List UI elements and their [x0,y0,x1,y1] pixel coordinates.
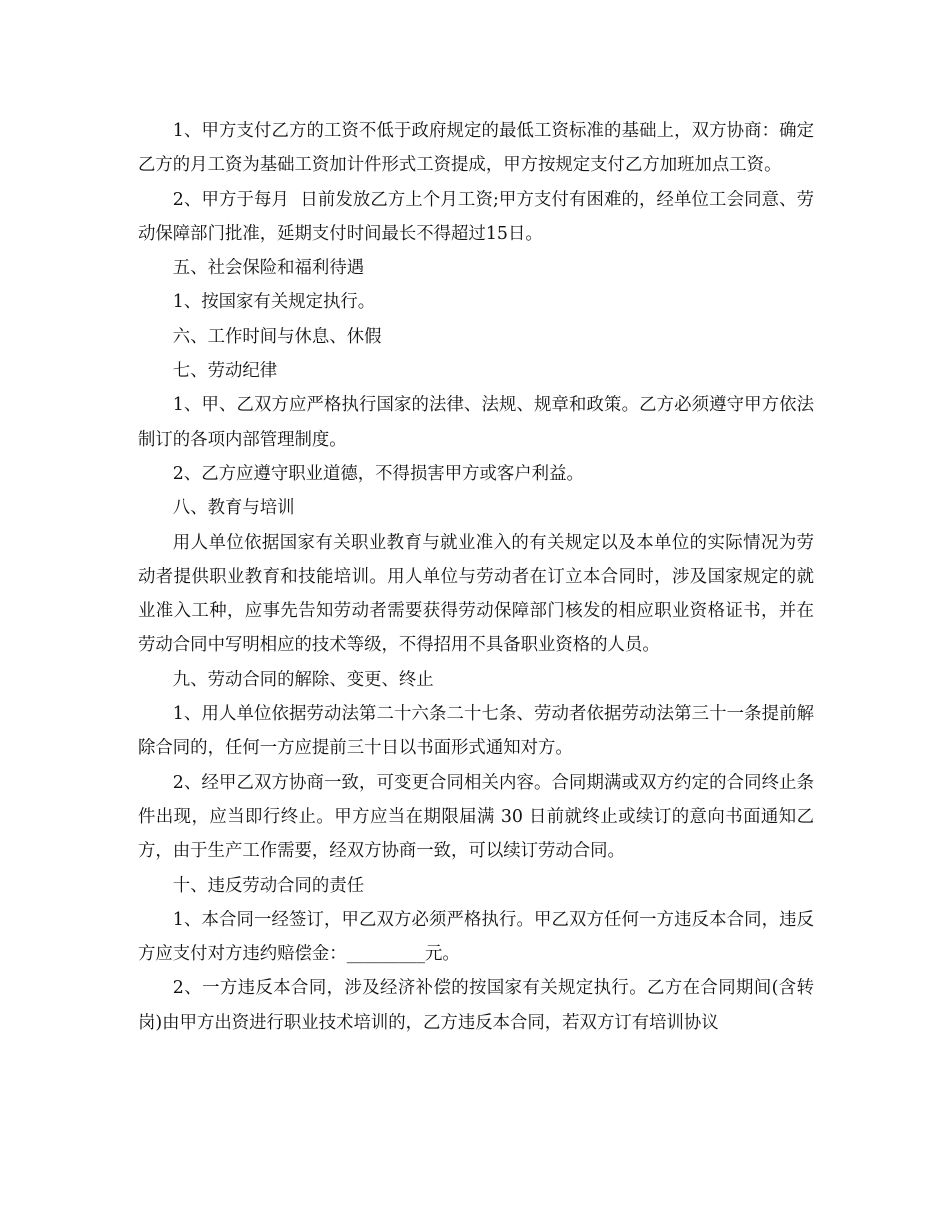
paragraph-contract-change: 2、经甲乙双方协商一致，可变更合同相关内容。合同期满或双方约定的合同终止条件出现，应当即行终止。甲方应当在期限届满 30 日前就终止或续订的意向书面通知乙方，由于生产工作需要，经双方协商一致，可以续订劳动合同。 [138,772,814,862]
paragraph-discipline-ethics: 2、乙方应遵守职业道德，不得损害甲方或客户利益。 [172,463,584,484]
paragraph-discipline-laws: 1、甲、乙双方应严格执行国家的法律、法规、规章和政策。乙方必须遵守甲方依法制订的各项内部管理制度。 [138,395,814,450]
paragraph-training: 用人单位依据国家有关职业教育与就业准入的有关规定以及本单位的实际情况为劳动者提供职业教育和技能培训。用人单位与劳动者在订立本合同时，涉及国家规定的就业准入工种，应事先告知劳动者需要获得劳动保障部门核发的相应职业资格证书，并在劳动合同中写明相应的技术等级，不得招用不具备职业资格的人员。 [138,532,814,656]
paragraph-liability-penalty: 1、本合同一经签订，甲乙双方必须严格执行。甲乙双方任何一方违反本合同，违反方应支付对方违约赔偿金：_________元。 [138,909,814,965]
paragraph-termination-notice: 1、用人单位依据劳动法第二十六条二十七条、劳动者依据劳动法第三十一条提前解除合同的，任何一方应提前三十日以书面形式通知对方。 [138,704,814,759]
paragraph-wage-standard: 1、甲方支付乙方的工资不低于政府规定的最低工资标准的基础上，双方协商：确定乙方的月工资为基础工资加计件形式工资提成，甲方按规定支付乙方加班加点工资。 [138,121,814,176]
paragraph-social-insurance: 1、按国家有关规定执行。 [172,292,376,313]
section-heading-discipline: 七、劳动纪律 [172,361,278,382]
section-heading-training: 八、教育与培训 [172,498,295,519]
contract-body [138,114,814,1040]
paragraph-wage-payment-date: 2、甲方于每月 日前发放乙方上个月工资;甲方支付有困难的，经单位工会同意、劳动保障部门批准，延期支付时间最长不得超过15日。 [138,189,814,244]
section-heading-social-insurance: 五、社会保险和福利待遇 [172,258,365,279]
section-heading-liability: 十、违反劳动合同的责任 [172,875,365,896]
section-heading-termination: 九、劳动合同的解除、变更、终止 [172,669,434,690]
section-heading-working-hours: 六、工作时间与休息、休假 [172,326,382,347]
paragraph-liability-compensation: 2、一方违反本合同，涉及经济补偿的按国家有关规定执行。乙方在合同期间(含转岗)由甲方出资进行职业技术培训的，乙方违反本合同，若双方订有培训协议 [138,978,814,1033]
